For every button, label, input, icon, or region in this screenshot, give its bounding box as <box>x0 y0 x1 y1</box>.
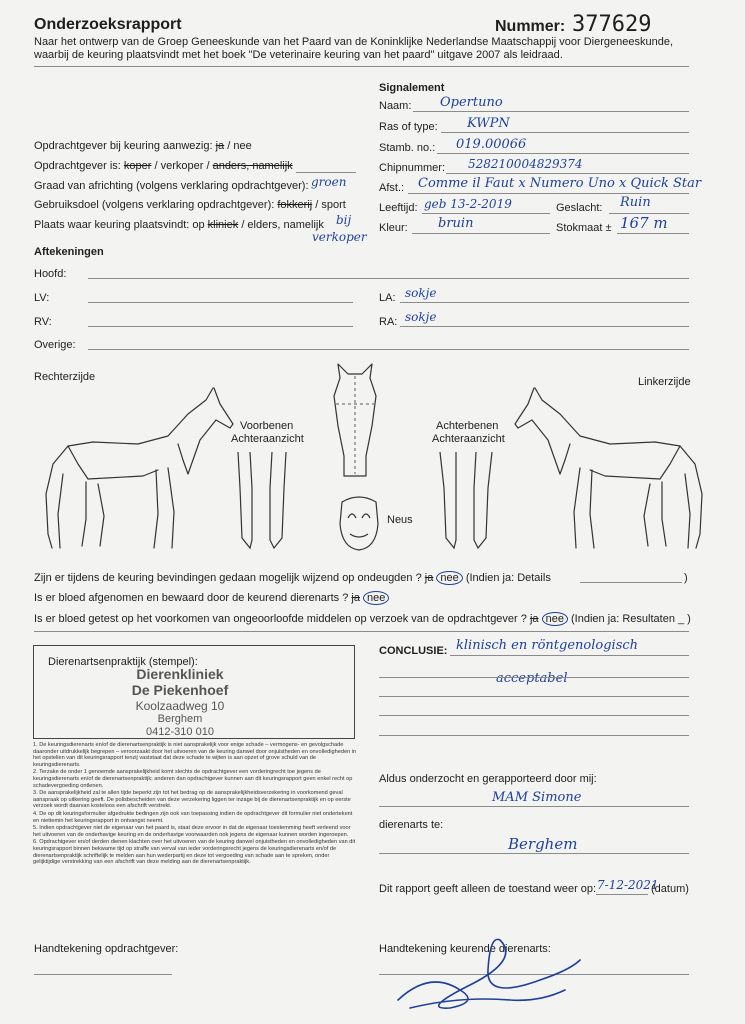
rv-label: RV: <box>34 316 52 328</box>
ra-value[interactable]: sokje <box>405 310 437 324</box>
aanwezig-nee[interactable]: / nee <box>227 140 252 152</box>
stokmaat-label: Stokmaat ± <box>556 222 612 234</box>
stamb-label: Stamb. no.: <box>379 142 436 154</box>
afst-line <box>408 193 689 194</box>
rv-line[interactable] <box>88 326 353 327</box>
naam-line <box>413 111 689 112</box>
conclusie-value-2[interactable]: acceptabel <box>496 671 568 686</box>
horse-left-side-drawing[interactable] <box>500 384 710 554</box>
voorbenen-sub-label: Achteraanzicht <box>231 433 304 445</box>
intro-line-2: waarbij de keuring plaatsvindt met het boek "De veterinaire keuring van het paard" uitgave 2007 als leidraad. <box>34 49 563 61</box>
question-2-ja[interactable]: ja <box>351 592 360 604</box>
overige-label: Overige: <box>34 339 76 351</box>
plaats-row <box>34 219 324 231</box>
naam-value[interactable]: Opertuno <box>440 95 503 110</box>
graad-label: Graad van africhting (volgens verklaring opdrachtgever): <box>34 180 309 192</box>
disclaimer-item: 4. De op dit keuringsformulier afgedrukte bedingen zijn ook van toepassing indien de opdrachtgever dit formulier niet ondertekent en niettemin het keuringsrapport in ontvangst neemt. <box>33 810 353 824</box>
question-1-details-label: (Indien ja: Details <box>465 572 551 584</box>
chip-value[interactable]: 528210004829374 <box>468 157 583 171</box>
question-1-details-line[interactable] <box>580 582 682 583</box>
number-label: Nummer: <box>495 18 566 35</box>
leeftijd-line <box>422 213 550 214</box>
conclusie-line-3 <box>379 696 689 697</box>
ras-line <box>441 132 689 133</box>
overige-line[interactable] <box>88 349 689 350</box>
doel-fokkerij[interactable]: fokkerij <box>277 199 313 211</box>
achterbenen-label: Achterbenen <box>436 420 499 432</box>
question-3-text: Is er bloed getest op het voorkomen van ongeoorloofde middelen op verzoek van de opdrachtgever ? <box>34 613 527 625</box>
graad-value[interactable]: groen <box>311 175 347 189</box>
disclaimer-item: 1. De keuringsdierenarts en/of de dierenartsenpraktijk is niet aansprakelijk voor enige schade – vermogens- en gevolgschade daaronder uitdrukkelijk begrepen – veroorzaakt door het uitvoeren van de keuring danwel door onjuistheden en onvolledigheden in het opstellen van dit keuringsrapport tenzij vaststaat dat deze schade te wijten is aan opzet of grove schuld van de keuringsdierenarts. <box>33 742 357 768</box>
conclusie-line-5 <box>379 735 689 736</box>
question-1-text: Zijn er tijdens de keuring bevindingen gedaan mogelijk wijzend op ondeugden ? <box>34 572 422 584</box>
aanwezig-row <box>34 140 252 152</box>
ra-line <box>400 326 689 327</box>
voorbenen-label: Voorbenen <box>240 420 294 432</box>
ras-value[interactable]: KWPN <box>467 116 510 131</box>
header-divider <box>34 66 689 67</box>
question-3-nee[interactable]: nee <box>542 612 568 626</box>
question-3-results-label: (Indien ja: Resultaten _ ) <box>571 613 691 625</box>
hoofd-line[interactable] <box>88 278 689 279</box>
conclusie-line-2 <box>379 677 689 678</box>
onderzocht-label: Aldus onderzocht en gerapporteerd door mij: <box>379 773 597 785</box>
lv-line[interactable] <box>88 302 353 303</box>
question-2-text: Is er bloed afgenomen en bewaard door de keurend dierenarts ? <box>34 592 349 604</box>
la-value[interactable]: sokje <box>405 286 437 300</box>
ra-label: RA: <box>379 316 398 328</box>
front-legs-rear-view-drawing[interactable] <box>232 448 292 552</box>
report-number: 377629 <box>572 12 652 37</box>
afst-value[interactable]: Comme il Faut x Numero Uno x Quick Star <box>418 176 702 191</box>
conclusie-line-1 <box>450 655 689 656</box>
handtekening-opdrachtgever-label: Handtekening opdrachtgever: <box>34 943 179 955</box>
leeftijd-value[interactable]: geb 13-2-2019 <box>424 197 512 211</box>
stamp-line-4: Berghem <box>157 713 203 725</box>
stamp-label: Dierenartsenpraktijk (stempel): <box>48 656 198 668</box>
is-line <box>296 172 356 173</box>
stokmaat-value[interactable]: 167 m <box>620 214 668 232</box>
handtekening-dierenarts-label: Handtekening keurende dierenarts: <box>379 943 551 955</box>
kleur-label: Kleur: <box>379 222 408 234</box>
is-row <box>34 160 293 172</box>
chip-label: Chipnummer: <box>379 162 446 174</box>
question-3-ja[interactable]: ja <box>529 613 539 625</box>
disclaimer-item: 5. Indien opdrachtgever niet de eigenaar van het paard is, staat deze ervoor in dat de eigenaar toestemming heeft verleend voor het uitvoeren van de onderhavige keuring en de onderhavige voorwaarden ook jegens de eigenaar kunnen worden ingeroepen. <box>33 825 351 838</box>
aanwezig-label: Opdrachtgever bij keuring aanwezig: <box>34 140 213 152</box>
chip-line <box>446 173 689 174</box>
intro-line-1: Naar het ontwerp van de Groep Geneeskunde van het Paard van de Koninklijke Nederlandse Maatschappij voor Diergeneeskunde, <box>34 36 674 48</box>
stamp-line-2: De Piekenhoef <box>131 682 229 698</box>
onderzocht-line <box>379 806 689 807</box>
question-1-nee[interactable]: nee <box>436 571 462 585</box>
datum-value[interactable]: 7-12-2021 <box>597 878 659 892</box>
kleur-value[interactable]: bruin <box>438 216 474 231</box>
horse-head-front-drawing[interactable] <box>330 356 380 486</box>
question-2-row <box>34 592 389 604</box>
datum-tail: (datum) <box>651 883 689 895</box>
linkerzijde-label: Linkerzijde <box>638 376 691 388</box>
achterbenen-sub-label: Achteraanzicht <box>432 433 505 445</box>
is-anders[interactable]: anders, namelijk <box>212 160 293 172</box>
doel-sport[interactable]: / sport <box>315 199 346 211</box>
hoofd-label: Hoofd: <box>34 268 67 280</box>
conclusie-label: CONCLUSIE: <box>379 645 448 657</box>
disclaimer-item: 3. De aansprakelijkheid zal te allen tijde beperkt zijn tot het bedrag op de aansprakelijkheidsverzekering in voorkomend geval aanspraak op uitkering geeft. De polisbescheiden van deze verzekering liggen ter inzage bij de dierenartsenpraktijk en op eerste verzoek wordt daarvan kosteloos een afschrift verstrekt. <box>33 790 351 810</box>
stamp-line-1: Dierenkliniek <box>136 666 224 682</box>
stamb-value[interactable]: 019.00066 <box>456 137 527 152</box>
ras-label: Ras of type: <box>379 121 438 133</box>
stamb-line <box>437 153 689 154</box>
is-koper[interactable]: koper <box>123 160 152 172</box>
conclusie-line-4 <box>379 715 689 716</box>
datum-label: Dit rapport geeft alleen de toestand weer op: <box>379 883 597 895</box>
te-label: dierenarts te: <box>379 819 444 831</box>
naam-label: Naam: <box>379 100 412 112</box>
question-1-close: ) <box>684 572 688 584</box>
aftekeningen-title: Aftekeningen <box>34 246 104 258</box>
is-verkoper[interactable]: / verkoper / <box>154 160 210 172</box>
plaats-elders[interactable]: / elders, namelijk <box>241 219 324 231</box>
kleur-line <box>412 233 550 234</box>
aanwezig-ja[interactable]: ja <box>215 140 225 152</box>
plaats-value-1[interactable]: bij <box>336 213 352 227</box>
stokmaat-line <box>617 233 689 234</box>
stamp-line-5: 0412-310 010 <box>146 726 214 738</box>
plaats-value-2[interactable]: verkoper <box>312 230 367 244</box>
question-2-nee[interactable]: nee <box>363 591 389 605</box>
page-title: Onderzoeksrapport <box>34 16 182 33</box>
rechterzijde-label: Rechterzijde <box>34 371 96 383</box>
onderzocht-value[interactable]: MAM Simone <box>492 790 582 805</box>
hind-legs-rear-view-drawing[interactable] <box>436 448 496 552</box>
lv-label: LV: <box>34 292 50 304</box>
plaats-label: Plaats waar keuring plaatsvindt: op <box>34 219 205 231</box>
leeftijd-label: Leeftijd: <box>379 202 418 214</box>
question-1-ja[interactable]: ja <box>424 572 434 584</box>
is-label: Opdrachtgever is: <box>34 160 121 172</box>
signalement-title: Signalement <box>379 82 445 94</box>
plaats-kliniek[interactable]: kliniek <box>207 219 239 231</box>
handtekening-opdrachtgever-line[interactable] <box>34 974 172 975</box>
veterinarian-signature-scribble <box>390 930 590 1015</box>
geslacht-value[interactable]: Ruin <box>620 195 651 210</box>
disclaimer-text <box>33 742 358 867</box>
geslacht-label: Geslacht: <box>556 202 603 214</box>
te-line <box>379 853 689 854</box>
doel-row <box>34 199 346 211</box>
conclusie-value-1[interactable]: klinisch en röntgenologisch <box>456 638 639 653</box>
questions-divider <box>34 631 689 632</box>
horse-right-side-drawing[interactable] <box>38 384 248 554</box>
afst-label: Afst.: <box>379 182 405 194</box>
question-3-row <box>34 613 691 625</box>
datum-line <box>596 894 648 895</box>
la-line <box>400 302 689 303</box>
disclaimer-item: 6. Opdrachtgever en/of derden dienen klachten over het uitvoeren van de keuring danwel onjuistheden en onvolledigheden van dit keuringsrapport binnen bekwame tijd op straffe van verval van ieder vorderingsrecht jegens de keuringsdierenarts en/of de dierenartsenpraktijk schriftelijk te melden aan hun wederpartij en deze tot vergoeding van schade aan te spreken, onder gelijktijdige verstrekking van een afschrift van deze melding aan de dierenartsenpraktijk. <box>33 839 356 866</box>
doel-label: Gebruiksdoel (volgens verklaring opdrachtgever): <box>34 199 275 211</box>
horse-nose-drawing[interactable] <box>336 494 382 554</box>
te-value[interactable]: Berghem <box>508 835 578 853</box>
la-label: LA: <box>379 292 396 304</box>
disclaimer-item: 2. Terzake de onder 1 genoemde aansprakelijkheid komt slechts de opdrachtgever een vorderingrecht toe jegens de keuringsdierenarts en/of de dierenartsenpraktijk; anderen dan opdrachtgever kunnen aan dit keuringsrapport geen enkel recht op schadevergoeding ontlenen. <box>33 769 353 789</box>
neus-label: Neus <box>387 514 413 526</box>
question-1-row <box>34 572 551 584</box>
stamp-line-3: Koolzaadweg 10 <box>135 699 225 713</box>
